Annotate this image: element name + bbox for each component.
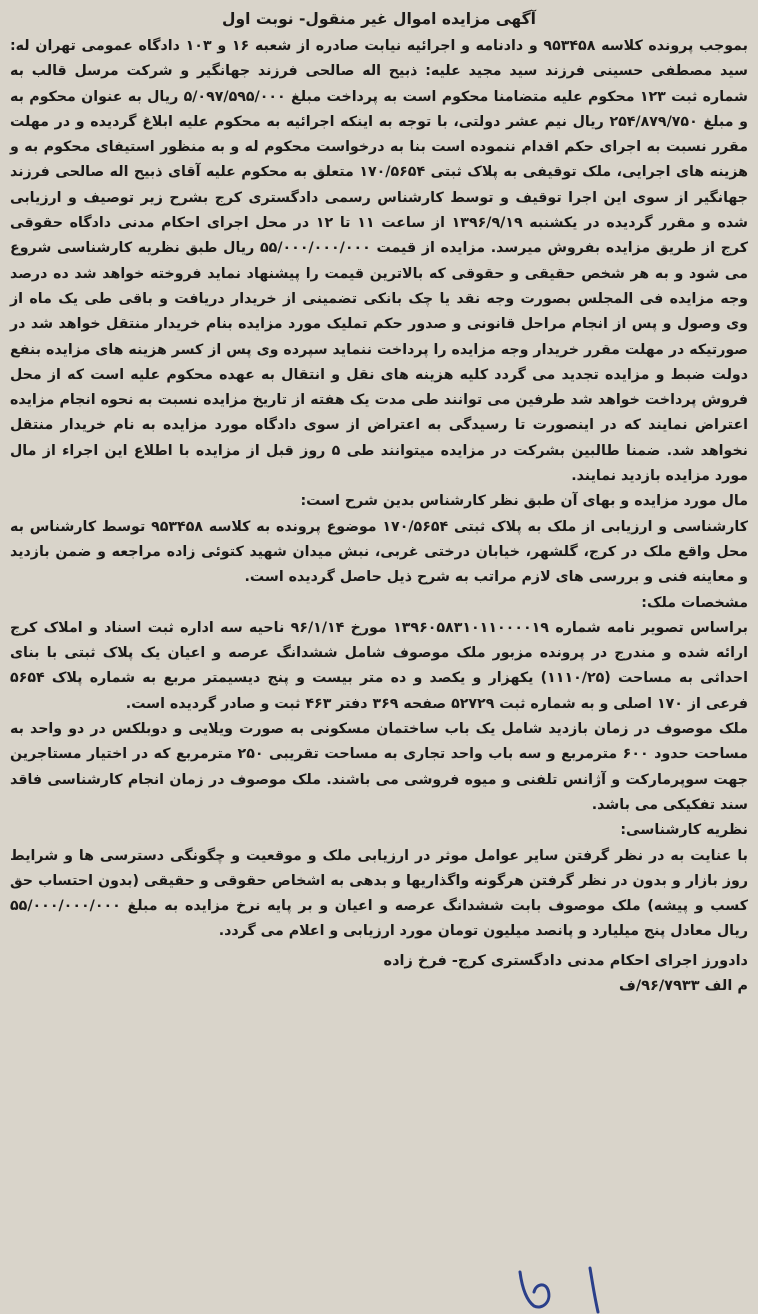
- reference-number: م الف ۹۶/۷۹۳۳/ف: [619, 977, 748, 994]
- handwritten-pen-mark: [512, 1262, 622, 1314]
- valuation-paragraph: با عنایت به در نظر گرفتن سایر عوامل موثر در ارزیابی ملک و موقعیت و چگونگی دسترسی ها و شرایط روز بازار و بدون در نظر گرفتن هرگونه واگذاریها و بدهی به اشخاص حقوقی و حقیقی (بدون احتساب حق کسب و پیشه) ملک موصوف بابت ششدانگ عرصه و اعیان و بر پایه نرخ مزایده به مبلغ ۵۵/۰۰۰/۰۰۰/۰۰۰ ریال معادل پنج میلیارد و پانصد میلیون تومان مورد ارزیابی و اعلام می گردد.: [10, 847, 748, 940]
- main-paragraph: بموجب پرونده کلاسه ۹۵۳۴۵۸ و دادنامه و اجرائیه نیابت صادره از شعبه ۱۶ و ۱۰۳ دادگاه عمومی تهران له: سید مصطفی حسینی فرزند سید مجید علیه: ذبیح اله صالحی فرزند جهانگیر و شرکت مرسل قالب به شماره ثبت ۱۲۳ محکوم علیه متضامنا محکوم است به پرداخت مبلغ ۵/۰۹۷/۵۹۵/۰۰۰ ریال به عنوان محکوم به و مبلغ ۲۵۴/۸۷۹/۷۵۰ ریال نیم عشر دولتی، با توجه به اینکه اجرائیه به محکوم علیه ابلاغ گردیده و در مهلت مقرر نسبت به اجرای حکم اقدام ننموده است بنا به درخواست محکوم له و به منظور استیفای محکوم به و هزینه های اجرایی، ملک توقیفی به پلاک ثبتی ۱۷۰/۵۶۵۴ متعلق به محکوم علیه آقای ذبیح اله صالحی فرزند جهانگیر از سوی این اجرا توقیف و توسط کارشناس رسمی دادگستری کرج بشرح زیر توصیف و ارزیابی شده و مقرر گردیده در یکشنبه ۱۳۹۶/۹/۱۹ از ساعت ۱۱ تا ۱۲ در محل اجرای احکام مدنی دادگاه حقوقی کرج از طریق مزایده بفروش میرسد. مزایده از قیمت ۵۵/۰۰۰/۰۰۰/۰۰۰ ریال طبق نظریه کارشناسی شروع می شود و به هر شخص حقیقی و حقوقی که بالاترین قیمت را پیشنهاد نماید فروخته خواهد شد ده درصد وجه مزایده فی المجلس بصورت وجه نقد یا چک بانکی تضمینی از خریدار دریافت و باقی طی یک ماه از وی وصول و پس از انجام مراحل قانونی و صدور حکم تملیک مورد مزایده بنام خریدار منتقل خواهد شد در صورتیکه در مهلت مقرر خریدار وجه مزایده را پرداخت ننماید سپرده وی پس از کسر هزینه های مزایده بنفع دولت ضبط و مزایده تجدید می گردد کلیه هزینه های نقل و انتقال به عهده محکوم علیه است که از محل فروش پرداخت خواهد شد طرفین می توانند طی مدت یک هفته از تاریخ مزایده نسبت به نحوه انجام مزایده اعتراض نمایند که در اینصورت تا رسیدگی به اعتراض از سوی دادگاه مورد مزایده به نام خریدار منتقل نخواهد شد. ضمنا طالبین بشرکت در مزایده میتوانند طی ۵ روز قبل از مزایده با اطلاع این اجراء از مال مورد مزایده بازدید نمایند.: [10, 38, 749, 485]
- section-intro: مال مورد مزایده و بهای آن طبق نظر کارشناس بدین شرح است:: [300, 493, 748, 510]
- appraisal-paragraph: کارشناسی و ارزیابی از ملک به پلاک ثبتی ۱۷۰/۵۶۵۴ موضوع پرونده به کلاسه ۹۵۳۴۵۸ توسط کارشناس به محل واقع ملک در کرج، گلشهر، خیابان درختی غربی، نبش میدان شهید کتوئی زاده مراجعه و ضمن بازدید و معاینه فنی و بررسی های لازم مراتب به شرح ذیل حاصل گردیده است.: [10, 518, 748, 586]
- property-specs-heading: مشخصات ملک:: [641, 594, 748, 611]
- signature-line: دادورز اجرای احکام مدنی دادگستری کرج- فرخ زاده: [383, 952, 748, 969]
- building-paragraph: ملک موصوف در زمان بازدید شامل یک باب ساختمان مسکونی به صورت ویلایی و دوبلکس در دو واحد به مساحت حدود ۶۰۰ مترمربع و سه باب واحد تجاری به مساحت تقریبی ۲۵۰ مترمربع که در اختیار مستاجرین جهت سوپرمارکت و آژانس تلفنی و میوه فروشی می باشند. ملک موصوف در زمان انجام کارشناسی فاقد سند تفکیکی می باشد.: [10, 721, 748, 813]
- registry-paragraph: براساس تصویر نامه شماره ۱۳۹۶۰۵۸۳۱۰۱۱۰۰۰۰۱۹ مورخ ۹۶/۱/۱۴ ناحیه سه اداره ثبت اسناد و املاک کرج ارائه شده و مندرج در پرونده مزبور ملک موصوف شامل ششدانگ عرصه و اعیان یک پلاک ثبتی با بنای احداثی به مساحت (۱۱۱۰/۲۵) یکهزار و یکصد و ده متر بیست و پنج دیسیمتر مربع به شماره پلاک ۵۶۵۴ فرعی از ۱۷۰ اصلی و به شماره ثبت ۵۲۷۲۹ صفحه ۳۶۹ دفتر ۴۶۳ ثبت و صادر گردیده است.: [10, 619, 749, 712]
- expert-opinion-heading: نظریه کارشناسی:: [620, 822, 748, 839]
- notice-title: آگهی مزایده اموال غیر منقول- نوبت اول: [222, 10, 536, 28]
